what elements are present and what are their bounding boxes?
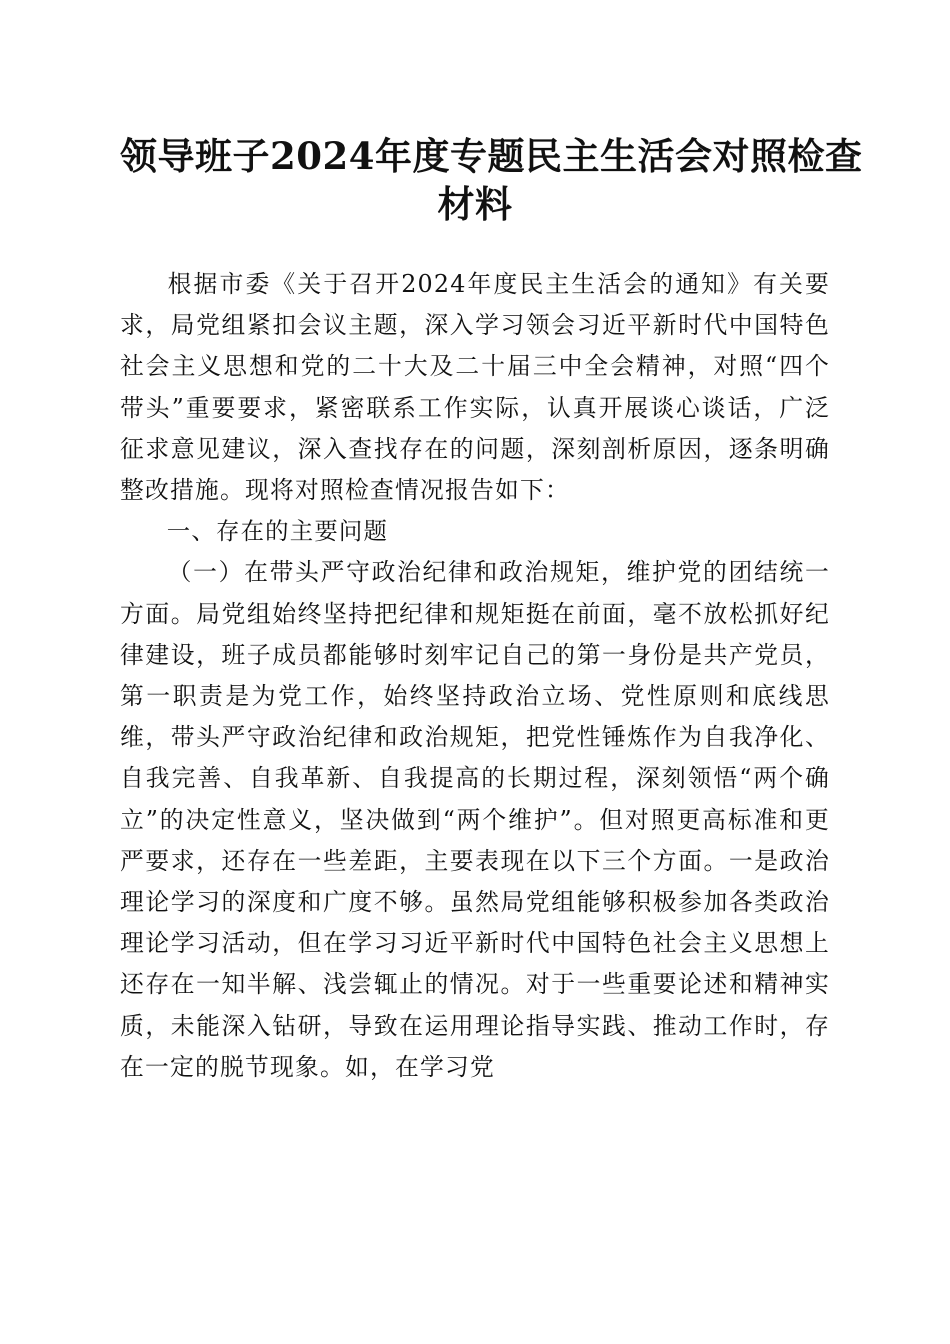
subsection-body-1: 局党组始终坚持把纪律和规矩挺在前面，毫不放松抓好纪律建设，班子成员都能够时刻牢记自己的第一身份是共产党员，第一职责是为党工作，始终坚持政治立场、党性原则和底线思维，带头严守政治纪律和政治规矩，把党性锤炼作为自我净化、自我完善、自我革新、自我提高的长期过程，深刻领悟“两个确立”的决定性意义，坚决做到“两个维护”。但对照更高标准和更严要求，还存在一些差距，主要表现在以下三个方面。一是政治理论学习的深度和广度不够。虽然局党组能够积极参加各类政治理论学习活动，但在学习习近平新时代中国特色社会主义思想上还存在一知半解、浅尝辄止的情况。对于一些重要论述和精神实质，未能深入钻研，导致在运用理论指导实践、推动工作时，存在一定的脱节现象。如，在学习党: [120, 599, 831, 1081]
document-title: [120, 132, 863, 228]
document-body: [120, 264, 830, 1088]
section-heading-1: 一、存在的主要问题: [166, 517, 389, 546]
title-line-2: 材料: [437, 182, 513, 226]
intro-paragraph: 根据市委《关于召开2024年度民主生活会的通知》有关要求，局党组紧扣会议主题，深入学习领会习近平新时代中国特色社会主义思想和党的二十大及二十届三中全会精神，对照“四个带头”重要要求，紧密联系工作实际，认真开展谈心谈话，广泛征求意见建议，深入查找存在的问题，深刻剖析原因，逐条明确整改措施。现将对照检查情况报告如下：: [120, 270, 830, 505]
title-line-1: 领导班子2024年度专题民主生活会对照检查: [120, 134, 863, 178]
subsection-lead-1: （一）在带头严守政治纪律和政治规矩，维护党的团结统一方面。: [120, 558, 830, 628]
subsection-paragraph-1: [120, 552, 830, 1088]
